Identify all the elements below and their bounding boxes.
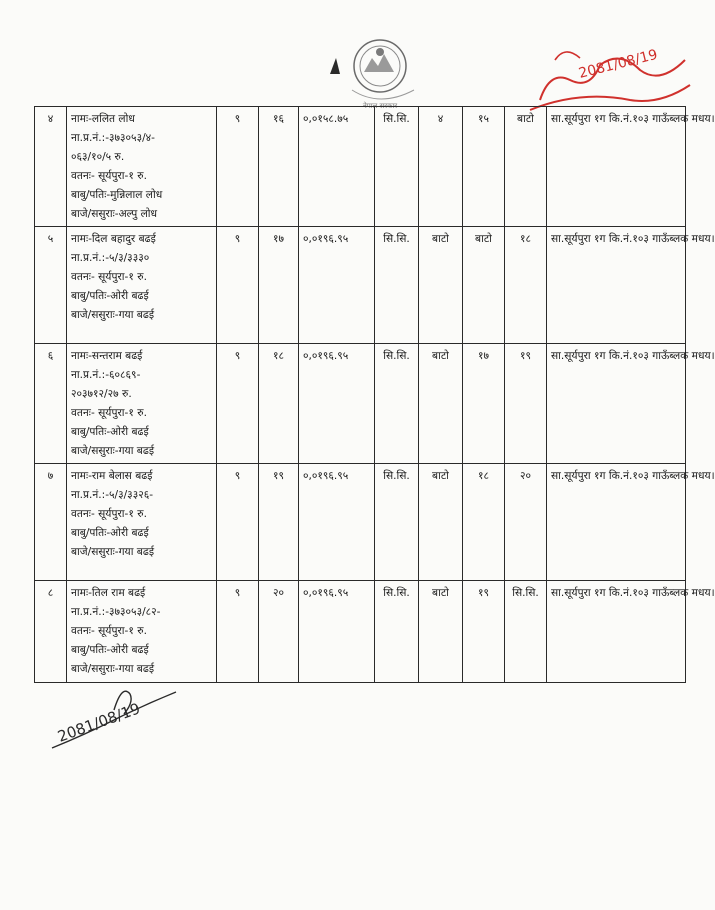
owner-citizenship: ना.प्र.नं.:-५/३/३३३०	[71, 252, 150, 264]
owner-name: नामः-सन्तराम बढई	[71, 350, 143, 362]
serial-number: ५	[35, 227, 67, 344]
owner-citizenship: ना.प्र.नं.:-६०८६९-	[71, 369, 141, 381]
land-record-table	[34, 106, 715, 683]
boundary-west: १८	[463, 464, 505, 581]
boundary-east: बाटो	[419, 464, 463, 581]
boundary-west: १९	[463, 581, 505, 683]
plot-number: १९	[259, 464, 299, 581]
boundary-north: १८	[505, 227, 547, 344]
boundary-east: बाटो	[419, 581, 463, 683]
owner-address: वतनः- सूर्यपुरा-१ रु.	[71, 625, 147, 637]
boundary-east: ४	[419, 107, 463, 227]
sheet-number: ९	[217, 464, 259, 581]
owner-name: नामः-ललित लोध	[71, 113, 135, 125]
owner-grandfather: बाजे/ससुराः-गया बढई	[71, 546, 155, 558]
table-row	[35, 581, 686, 683]
boundary-north: १९	[505, 344, 547, 464]
serial-number: ६	[35, 344, 67, 464]
plot-number: १८	[259, 344, 299, 464]
owner-address: वतनः- सूर्यपुरा-१ रु.	[71, 407, 147, 419]
boundary-west: १७	[463, 344, 505, 464]
owner-grandfather: बाजे/ससुराः-गया बढई	[71, 445, 155, 457]
boundary-east: बाटो	[419, 344, 463, 464]
owner-address: वतनः- सूर्यपुरा-१ रु.	[71, 170, 147, 182]
owner-father: बाबु/पतिः-ओरी बढई	[71, 644, 149, 656]
plot-area: ०,०१९६.९५	[299, 581, 375, 683]
owner-citizenship-date: ०६३/१०/५ रु.	[71, 151, 125, 163]
boundary-north: बाटो	[505, 107, 547, 227]
plot-area: ०,०१९६.९५	[299, 464, 375, 581]
owner-address: वतनः- सूर्यपुरा-१ रु.	[71, 271, 147, 283]
owner-father: बाबु/पतिः-ओरी बढई	[71, 527, 149, 539]
boundary-west: बाटो	[463, 227, 505, 344]
signature-bottom-text: 2081/08/19	[55, 699, 143, 746]
emblem-caption: नेपाल सरकार	[362, 102, 398, 110]
owner-name: नामः-तिल राम बढई	[71, 587, 146, 599]
signature-top-text: 2081/08/19	[577, 46, 660, 82]
serial-number: ७	[35, 464, 67, 581]
owner-details	[67, 227, 217, 344]
owner-citizenship: ना.प्र.नं.:-३७३०५३/४-	[71, 132, 155, 144]
plot-number: २०	[259, 581, 299, 683]
owner-father: बाबु/पतिः-मुन्निलाल लोध	[71, 189, 163, 201]
owner-name: नामः-दिल बहादुर बढई	[71, 233, 156, 245]
boundary-west: १५	[463, 107, 505, 227]
remarks: सा.सूर्यपुरा १ग कि.नं.१०३ गाऊँब्लक मधय।	[547, 344, 686, 464]
owner-name: नामः-राम बेलास बढई	[71, 470, 153, 482]
sheet-number: ९	[217, 107, 259, 227]
land-kind: सि.सि.	[375, 344, 419, 464]
boundary-north: २०	[505, 464, 547, 581]
owner-details	[67, 107, 217, 227]
serial-number: ८	[35, 581, 67, 683]
signature-bottom-left	[44, 680, 184, 755]
owner-details	[67, 581, 217, 683]
owner-details	[67, 344, 217, 464]
table-row	[35, 227, 686, 344]
plot-area: ०,०१५८.७५	[299, 107, 375, 227]
owner-details	[67, 464, 217, 581]
sheet-number: ९	[217, 227, 259, 344]
land-kind: सि.सि.	[375, 227, 419, 344]
table-row	[35, 107, 686, 227]
plot-number: १६	[259, 107, 299, 227]
plot-number: १७	[259, 227, 299, 344]
sheet-number: ९	[217, 344, 259, 464]
serial-number: ४	[35, 107, 67, 227]
owner-grandfather: बाजे/ससुराः-गया बढई	[71, 309, 155, 321]
owner-citizenship: ना.प्र.नं.:-३७३०५३/८२-	[71, 606, 161, 618]
owner-grandfather: बाजे/ससुराः-गया बढई	[71, 663, 155, 675]
land-kind: सि.सि.	[375, 107, 419, 227]
land-kind: सि.सि.	[375, 581, 419, 683]
owner-father: बाबु/पतिः-ओरी बढई	[71, 426, 149, 438]
owner-father: बाबु/पतिः-ओरी बढई	[71, 290, 149, 302]
table-row	[35, 464, 686, 581]
plot-area: ०,०१९६.९५	[299, 227, 375, 344]
remarks: सा.सूर्यपुरा १ग कि.नं.१०३ गाऊँब्लक मधय।	[547, 107, 686, 227]
land-kind: सि.सि.	[375, 464, 419, 581]
table-row	[35, 344, 686, 464]
owner-grandfather: बाजे/ससुराः-अल्पु लोध	[71, 208, 158, 220]
owner-citizenship: ना.प्र.नं.:-५/३/३३२६-	[71, 489, 154, 501]
owner-address: वतनः- सूर्यपुरा-१ रु.	[71, 508, 147, 520]
owner-citizenship-date: २०३७१२/२७ रु.	[71, 388, 132, 400]
remarks: सा.सूर्यपुरा १ग कि.नं.१०३ गाऊँब्लक मधय।	[547, 464, 686, 581]
remarks: सा.सूर्यपुरा १ग कि.नं.१०३ गाऊँब्लक मधय।	[547, 227, 686, 344]
sheet-number: ९	[217, 581, 259, 683]
remarks: सा.सूर्यपुरा १ग कि.नं.१०३ गाऊँब्लक मधय।	[547, 581, 686, 683]
boundary-north: सि.सि.	[505, 581, 547, 683]
boundary-east: बाटो	[419, 227, 463, 344]
plot-area: ०,०१९६.९५	[299, 344, 375, 464]
